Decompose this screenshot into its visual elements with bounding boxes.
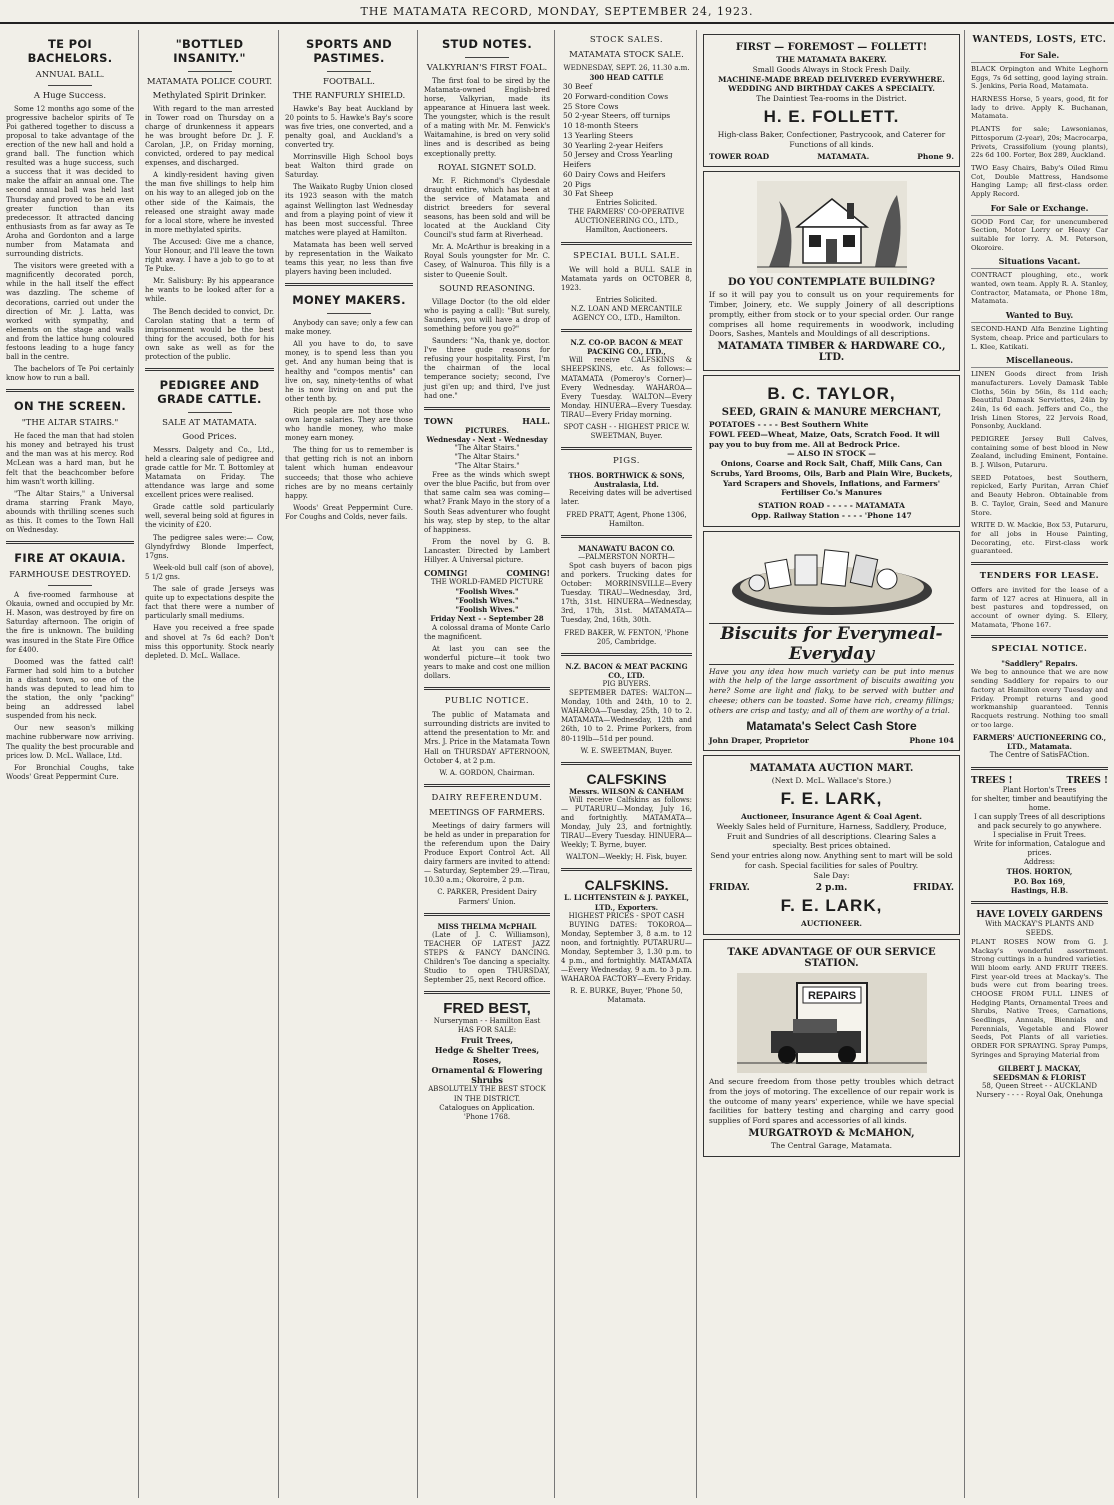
article-subhead: SOUND REASONING. (439, 283, 535, 294)
list-item: 13 Yearling Steers (563, 130, 633, 140)
ad-line: Small Goods Always in Stock Fresh Daily. (752, 64, 911, 74)
fred-best-line: Ornamental & Flowering Shrubs (431, 1065, 543, 1086)
calfskins-title: CALFSKINS. (584, 877, 669, 894)
firm-title: N.Z. BACON & MEAT PACKING CO., LTD. (565, 661, 688, 680)
paragraph: From the novel by G. B. Lancaster. Directed by Lambert Hillyer. A Universal picture. (424, 537, 550, 565)
film-title: "Foolish Wives." (455, 587, 519, 597)
paragraph: Morrinsville High School boys beat Walton third grade on Saturday. (285, 153, 413, 180)
classified-section-head: For Sale. (971, 50, 1108, 63)
firm-title: MANAWATU BACON CO. (578, 543, 675, 553)
paragraph: Anybody can save; only a few can make money. (285, 319, 413, 337)
notice-sign: W. A. GORDON, Chairman. (439, 768, 535, 777)
list-item: 20 Forward-condition Cows (563, 91, 669, 101)
list-item: 30 Fat Sheep (563, 189, 614, 199)
horton-line: THOS. HORTON, (1006, 867, 1073, 877)
ad-line: The Daintiest Tea-rooms in the District. (756, 94, 907, 103)
article-kicker: THE RANFURLY SHIELD. (292, 90, 406, 101)
notice-title: PUBLIC NOTICE. (444, 696, 530, 707)
film-title: "The Altar Stairs." (454, 452, 520, 461)
article-kicker: Methylated Spirit Drinker. (152, 90, 267, 101)
ad-name: Matamata's Select Cash Store (746, 719, 917, 734)
ad-line: MACHINE-MADE BREAD DELIVERED EVERYWHERE. (718, 74, 945, 84)
paragraph: Matamata has been well served by representation in the Waikato teams this year, no less than five players having been included. (285, 240, 413, 277)
paragraph: All you have to do, to save money, is to spend less than you get. And any human being that is healthy and "compos mentis" can live on, say, ninety-tenths of what he is now living on and put the other tenth by. (285, 340, 413, 403)
ad-address-row: John Draper, Proprietor Phone 104 (709, 736, 954, 746)
paragraph: Will receive CALFSKINS & SHEEPSKINS, etc. As follows:— MATAMATA (Pomeroy's Corner)—Every Wednesday. WAHAROA—Every Tuesday. WALTON—Every Monday. HINUERA—Every Tuesday. TIRAU—Every Friday morning. (561, 356, 692, 419)
garage-ad (703, 939, 960, 1157)
pictures-head: PICTURES. (465, 425, 509, 435)
ad-name: B. C. TAYLOR, (767, 384, 896, 403)
article-title: ON THE SCREEN. (13, 399, 127, 414)
classified-item: LINEN Goods direct from Irish manufacturers. Lovely Damask Table Cloths, 56in by 56in, 8s 11d each; Beautiful Damask Serviettes, 24in by 24in, 1s 6d each. Jeffers and Co., the Irish Linen Stores, 22 Jervois Road, Ponsonby, Auckland. (971, 370, 1108, 431)
classified-item: SECOND-HAND Alfa Benzine Lighting System, cheap. Price and particulars to L. Klee, Katikati. (971, 325, 1108, 351)
firm-sign: R. E. BURKE, Buyer, 'Phone 50, Matamata. (570, 987, 683, 1005)
ad-body: Send your entries along now. Anything sent to mart will be sold for cash. Special facilities for sales of Poultry. (710, 851, 953, 870)
gardens-line: Nursery - - - - Royal Oak, Onehunga (976, 1090, 1103, 1099)
classified-section-head: Wanted to Buy. (971, 310, 1108, 323)
paragraph: He faced the man that had stolen his money and betrayed his trust and the man was at his mercy. Rod McLean was a hard man, but he felt that the beachcomber before him wasn't worth killing. (6, 432, 134, 486)
fred-best-sub: Nurseryman - - Hamilton East (433, 1017, 541, 1026)
notice-sign: C. PARKER, President Dairy Farmers' Union. (437, 888, 537, 906)
article-subhead: ANNUAL BALL. (35, 69, 105, 80)
stock-date: WEDNESDAY, SEPT. 26, 11.30 a.m. (563, 64, 690, 72)
pictures-date: Wednesday - Next - Wednesday (426, 434, 548, 444)
stock-head: 300 HEAD CATTLE (589, 73, 664, 83)
section-title: PIGS. (612, 456, 641, 467)
paragraph: For Bronchial Coughs, take Woods' Great Peppermint Cure. (6, 763, 134, 781)
gardens-line: GILBERT J. MACKAY, (998, 1063, 1081, 1073)
list-item: 30 Yearling 2-year Heifers (563, 140, 663, 150)
ad-line: The Central Garage, Matamata. (770, 1140, 893, 1150)
column-5 (557, 30, 697, 1498)
horton-line: Write for information, Catalogue and prices. (973, 840, 1106, 858)
paragraph: Doomed was the fatted calf! Farmer had sold him to a butcher in a distant town, so one of the hands was deputed to lead him to the station, the only "packing" being an addressed label suspended from his neck. (6, 657, 134, 721)
article-title: STUD NOTES. (441, 37, 533, 51)
garage-car-illustration-icon (737, 973, 927, 1073)
paragraph: Village Doctor (to the old elder who is paying a call): "But surely, Saunders, you will have a drop of something before you go?" (424, 297, 550, 333)
horton-line: Hastings, H.B. (1010, 885, 1069, 895)
paragraph: Messrs. Dalgety and Co., Ltd., held a clearing sale of pedigree and grade cattle for Mr. T. Bottomley at Matamata on Friday. The attendance was large and some excellent prices were realised. (145, 445, 274, 500)
list-item: 10 18-month Steers (563, 121, 639, 131)
paragraph: Saunders: "Na, thank ye, doctor. I've three gude reasons for refusing your hospitality. First, I'm the chairman of the local temperance society; second, I've just gi'en up; and third, I've just had one." (424, 337, 550, 400)
paragraph: The Accused: Give me a chance, Your Honour, and I'll leave the town right away. I have a job to go to at Te Puke. (145, 237, 274, 274)
horton-line: for shelter, timber and beautifying the home. (971, 794, 1108, 812)
section-title: STOCK SALES. (589, 35, 664, 45)
firm-sign: WALTON—Weekly; H. Fisk, buyer. (565, 853, 688, 862)
ad-line: Onions, Coarse and Rock Salt, Chaff, Milk Cans, Can Scrubs, Yard Brooms, Oils, Barb and Plain Wire, Buckets, Yard Scrapers and Shovels, Inflations, and Farmers' Fertiliser Co.'s Manures (710, 459, 953, 498)
biscuits-ad (703, 531, 960, 752)
ad-headline: MATAMATA AUCTION MART. (749, 763, 914, 775)
ad-line: Opp. Railway Station - - - - 'Phone 147 (751, 510, 912, 520)
classified-item: PLANT ROSES NOW from G. J. Mackay's wonderful assortment. Strong cuttings in a hundred varieties. Will bloom early. AND FRUIT TREES. First year-old trees at Mackay's. The buds were cut from bearing trees. CHOOSE FROM FULL LINES of Hedging Plants, Ornamental Trees and Shrubs, Native Trees, Carnations, Seedlings, Annuals, Biennials and Perennials, Vegetable and Flower Seeds, Pot Plants of all varieties. ORDER FOR SPRAYING. Spray Pumps, Syringes and Spraying Material from (971, 937, 1108, 1059)
paragraph: BUYING DATES: TOKOROA—Monday, September 3, 8 a.m. to 12 noon, and fortnightly. PUTARURU—Monday, September 3, 1.30 p.m. to 4 p.m., and fortnightly. MATAMATA—Every Wednesday, 9 a.m. to 3 p.m. WAHAROA FACTORY—Every Friday. (561, 920, 692, 984)
horton-line: I can supply Trees of all descriptions and pack securely to go anywhere. (974, 812, 1105, 830)
stock-list (561, 82, 692, 199)
column-4 (420, 30, 555, 1498)
paragraph: Have you received a free spade and shovel at 7s 6d each? Don't miss this opportunity. Stock nearly depleted. D. McL. Wallace. (145, 624, 274, 660)
ad-name: MURGATROYD & McMAHON, (748, 1127, 915, 1139)
horton-line: Address: (1023, 858, 1056, 867)
firm-title: Messrs. WILSON & CANHAM (569, 786, 684, 796)
feature-head: THE WORLD-FAMED PICTURE (430, 578, 544, 587)
firm-sign: FRED PRATT, Agent, Phone 1306, Hamilton. (566, 510, 687, 528)
ad-line: POTATOES - - - - Best Southern White (709, 420, 869, 429)
ad-body: And secure freedom from those petty troubles which detract from the joys of motoring. The excellence of our repair work is the outcome of many years' experience, while we have special facilities for battery testing and charging and carry good supplies of Ford spares and accessories of all kinds. (709, 1077, 954, 1125)
article-subhead: MATAMATA POLICE COURT. (146, 76, 273, 87)
firm-title: L. LICHTENSTEIN & J. PAYKEL, LTD., Exporters. (564, 893, 689, 912)
ad-line: FIRST — FOREMOST — FOLLETT! (735, 42, 928, 53)
paragraph: Grade cattle sold particularly well, several being sold at figures in the vicinity of £20. (145, 503, 274, 530)
follett-bakery-ad (703, 34, 960, 167)
article-title: FIRE AT OKAUIA. (14, 551, 126, 566)
paragraph: Spot cash buyers of bacon pigs and porkers. Trucking dates for October: MORRINSVILLE—Every Tuesday. TIRAU—Wednesday, 3rd, 17th, 31st. HINUERA—Wednesday, 3rd, 17th, 31st. MATAMATA—Tuesday, 2nd, 16th, 30th. (561, 561, 692, 625)
trees-head: TREES ! TREES ! (971, 775, 1108, 786)
ad-body: Weekly Sales held of Furniture, Harness, Saddlery, Produce, Fruit and Sundries of all descriptions. Clearing Sales a specialty. Best prices obtained. (716, 821, 947, 851)
ad-headline: DO YOU CONTEMPLATE BUILDING? (728, 277, 935, 289)
firm-line: N.Z. LOAN AND MERCANTILE AGENCY CO., LTD., Hamilton. (570, 304, 683, 323)
ad-body: If so it will pay you to consult us on your requirements for Timber, Joinery, etc. We supply Joinery of all descriptions promptly, either from stock or to your special order. Our range comprises all home requirements in woodwork, including Doors, Sashes, Mantels and Mouldings of all descriptions. (709, 290, 954, 339)
classified-item: CONTRACT ploughing, etc., work wanted, own team. Apply R. A. Stanley, Contractor, Matamata, or Phone 18m, Matamata. (971, 271, 1108, 306)
fred-best-line: HAS FOR SALE: (457, 1026, 517, 1035)
paragraph: A kindly-resident having given the man five shillings to help him on his way to an alleged job on the other side of the Kaimais, the released one straight away made for a local store, where he invested in more methylated spirits. (145, 171, 274, 234)
ad-line: WEDDING AND BIRTHDAY CAKES A SPECIALTY. (728, 84, 935, 94)
classified-item: WRITE D. W. Mackie, Box 53, Putaruru, for all jobs in House Painting, Decorating, etc. First-class work guaranteed. (971, 521, 1108, 556)
paragraph: A five-roomed farmhouse at Okauia, owned and occupied by Mr. H. Mason, was destroyed by fire on Saturday afternoon. The origin of the fire is unknown. The building was insured in the State Fire Office for £400. (6, 591, 134, 654)
firm-sub: PIG BUYERS. (602, 679, 651, 688)
list-item: 30 Beef (563, 82, 593, 92)
ad-line: THE MATAMATA BAKERY. (776, 55, 887, 64)
paragraph: The thing for us to remember is that getting rich is not an inborn talent which human endeavour succeeds; that those who achieve riches are by no means certainly happy. (285, 446, 413, 500)
paragraph: The visitors were greeted with a magnificently decorated porch, while in the hall itself the effect was dazzling. The scheme of decorations, carried out under the direction of Mr. J. Latta, was worked with sympathy, and elements on the stage and walls and from the lattice hung coloured festoons leading to a huge fancy ball in the centre. (6, 262, 134, 362)
taylor-seed-ad (703, 375, 960, 527)
paragraph: The first foal to be sired by the Matamata-owned English-bred horse, Valkyrian, made its appearance at Hinuera last week. The youngster, which is the result of a mating with Mr. M. Fenwick's Waitamahine, is bred on very solid lines and is described as being exceptionally pretty. (424, 76, 550, 158)
paragraph: The bachelors of Te Poi certainly know how to run a ball. (6, 365, 134, 383)
ad-line: STATION ROAD - - - - - MATAMATA (758, 501, 905, 510)
firm-sign: FRED BAKER, W. FENTON, 'Phone 205, Cambridge. (564, 628, 689, 646)
classified-item: PLANTS for sale; Lawsonianas, Pittosporum (2-year), 20s; Macrocarpa, Privets, Crassifolium (young plants), 22s 6d 100. Forter, Box 289, Auckland. (971, 125, 1108, 160)
horton-line: I specialise in Fruit Trees. (992, 831, 1087, 840)
classified-item: Offers are invited for the lease of a farm of 127 acres at Hinuera, all in best pastures and topdressed, on account of owner dying. S. Ellery, Matamata, 'Phone 167. (971, 585, 1108, 629)
gardens-title: HAVE LOVELY GARDENS (976, 909, 1103, 920)
paragraph: At last you can see the wonderful picture—it took two years to make and cost one million dollars. (424, 644, 550, 681)
pictures-date: Friday Next - - September 28 (430, 614, 544, 624)
column-6-ads (699, 30, 965, 1498)
film-title: "The Altar Stairs." (454, 462, 520, 471)
paragraph: Our new season's milking machine rubberware now arriving. The quality the best procurable and prices low. D. McL. Wallace, Ltd. (6, 724, 134, 760)
classified-item: HARNESS Horse, 5 years, good, fit for lady to drive. Apply K. Buchanan, Matamata. (971, 95, 1108, 121)
gardens-line: 58, Queen Street - - AUCKLAND (981, 1081, 1098, 1090)
list-item: 50 2-year Steers, off turnips (563, 111, 671, 121)
column-2 (141, 30, 279, 1498)
paragraph: Receiving dates will be advertised later. (561, 489, 692, 507)
sale-day-row: FRIDAY. 2 p.m. FRIDAY. (709, 883, 954, 894)
entries-line: Entries Solicited. (595, 199, 658, 208)
article-title: "BOTTLED INSANITY." (173, 37, 246, 65)
film-title: "Foolish Wives." (455, 605, 519, 615)
fred-best-line: Catalogues on Application. (439, 1103, 535, 1112)
film-title: "The Altar Stairs." (454, 443, 520, 452)
gardens-sub: With MACKAY'S PLANTS AND SEEDS. (985, 919, 1094, 937)
article-title: PEDIGREE AND GRADE CATTLE. (157, 378, 262, 406)
ad-address-row: TOWER ROAD MATAMATA. Phone 9. (709, 152, 954, 162)
calfskins-title: CALFSKINS (586, 770, 667, 787)
ad-line: (Next D. McL. Wallace's Store.) (771, 776, 892, 786)
ad-name: F. E. LARK, (780, 789, 883, 808)
article-subhead: VALKYRIAN'S FIRST FOAL. (426, 62, 548, 73)
classified-item: PEDIGREE Jersey Bull Calves, containing some of best blood in New Zealand, including Eminent, Fontaine. B. J. Wilson, Putaruru. (971, 435, 1108, 470)
fred-best-line: Hedge & Shelter Trees, Roses, (434, 1045, 540, 1066)
list-item: 50 Jersey and Cross Yearling Heifers (563, 150, 673, 170)
paragraph: Woods' Great Peppermint Cure. For Coughs and Colds, never fails. (285, 503, 413, 521)
paragraph: Free as the winds which swept over the blue Pacific, but from over that same calm sea was coming—what? Frank Mayo in the story of a South Seas adventurer who fought his way, step by step, to the altar of happiness. (424, 471, 550, 534)
lark-auction-ad (703, 755, 960, 935)
pictures-hall-line: TOWN HALL. (424, 415, 550, 426)
repairs-sign-text: REPAIRS (807, 990, 856, 1002)
paragraph: Rich people are not those who own large salaries. They are those who handle money, who make money earn money. (285, 406, 413, 443)
article-kicker: Good Prices. (182, 431, 237, 442)
ad-line: SEED, GRAIN & MANURE MERCHANT, (721, 407, 942, 418)
firm-title: N.Z. CO-OP. BACON & MEAT PACKING CO., LTD., (570, 338, 683, 357)
paragraph: A colossal drama of Monte Carlo the magnificent. (424, 623, 550, 641)
paragraph: The Waikato Rugby Union closed its 1923 season with the match against Wellington last Wednesday and from a playing point of view it has been most successful. Three matches were played at Hamilton. (285, 183, 413, 237)
firm-sub: —PALMERSTON NORTH— (578, 552, 675, 561)
masthead: THE MATAMATA RECORD, MONDAY, SEPTEMBER 24, 1923. (0, 0, 1114, 24)
classified-item: TWO Easy Chairs, Baby's Oiled Rimu Cot, Double Mattress, Handsome Hanging Lamp; all first-class order. Apply Record. (971, 163, 1108, 198)
paragraph: Mr. A. McArthur is breaking in a Royal Souls youngster for Mr. C. Casey, of Walnuroa. This filly is a sister to Queenie Soult. (424, 243, 550, 279)
gardens-line: SEEDSMAN & FLORIST (993, 1072, 1086, 1082)
fred-best-phone: 'Phone 1768. (463, 1112, 511, 1121)
section-title: SPECIAL BULL SALE. (573, 250, 680, 261)
classified-item: SEED Potatoes, best Southern, repicked, Early Puritan, Arran Chief and Beauty Hebron. Obtainable from B. C. Taylor, Grain, Seed and Manure Store. (971, 473, 1108, 517)
fred-best-line: ABSOLUTELY THE BEST STOCK IN THE DISTRICT. (428, 1085, 546, 1103)
firm-sign: W. E. SWEETMAN, Buyer. (580, 746, 673, 755)
ad-headline: TAKE ADVANTAGE OF OUR SERVICE STATION. (727, 947, 936, 969)
fred-best-line: Fruit Trees, (460, 1035, 514, 1046)
timber-hardware-ad (703, 171, 960, 371)
special-title: SPECIAL NOTICE. (991, 644, 1088, 655)
classified-section-head: Miscellaneous. (971, 355, 1108, 368)
article-subhead: FOOTBALL. (323, 76, 375, 87)
article-subhead: "THE ALTAR STAIRS." (21, 418, 119, 429)
column-7-classifieds (967, 30, 1112, 1498)
paragraph: Mr. F. Richmond's Clydesdale draught entire, which has been at the service of Matamata and district breeders for several seasons, has been sold and will be located at the Auckland City Council's stud farm at Riverhead. (424, 176, 550, 240)
article-subhead: MEETINGS OF FARMERS. (429, 807, 545, 818)
article-title: SPORTS AND PASTIMES. (305, 37, 393, 65)
paragraph: With regard to the man arrested in Tower road on Thursday on a charge of drunkenness it appears he was brought before Dr. J. F. Carolan, J.P., on Friday morning, convicted, ordered to pay medical expenses, and discharged. (145, 104, 274, 168)
classifieds-title: WANTEDS, LOSTS, ETC. (972, 35, 1107, 45)
article-title: MONEY MAKERS. (292, 293, 406, 308)
paragraph: The sale of grade Jerseys was quite up to expectations despite the fact that there were a number of particularly small mediums. (145, 585, 274, 621)
ad-line: AUCTIONEER. (800, 919, 863, 929)
list-item: 20 Pigs (563, 179, 592, 189)
coming-line: COMING! COMING! (424, 568, 550, 579)
firm-sign: SPOT CASH - - HIGHEST PRICE W. SWEETMAN, Buyer. (563, 422, 690, 441)
paragraph: Some 12 months ago some of the progressive bachelor spirits of Te Poi gathered together to discuss a proposal to take advantage of the erection of the new hall and hold a grand ball. The function which resulted was a huge success, such a success that it was decided to make the affair an annual one. The second annual ball was held last Thursday and proved to be an even greater function than its predecessor. It attracted dancing enthusiasts from as far away as Te Aroha and Gordonton and a large number from Matamata and surrounding districts. (6, 104, 134, 259)
classified-section-head: Situations Vacant. (971, 256, 1108, 269)
notice-title: DAIRY REFERENDUM. (431, 792, 543, 803)
list-item: 60 Dairy Cows and Heifers (563, 169, 666, 179)
ad-body: Have you any idea how much variety can be put into menus with the help of the large assortment of biscuits awaiting you here? Some are light and flaky, to be served with butter and cheese; others can be toasted. Some have rich, creamy fillings; others are crisp and tasty; and all of them are worthy of a trial. (709, 666, 954, 715)
biscuit-tray-illustration-icon (727, 541, 937, 619)
paragraph: The Bench decided to convict, Dr. Carolan stating that a term of imprisonment would be the best thing for the accused, both for his own sake as well as for the protection of the public. (145, 307, 274, 362)
ad-name: F. E. LARK, (780, 896, 883, 916)
article-kicker: A Huge Success. (33, 90, 107, 101)
ad-line: — ALSO IN STOCK — (787, 449, 876, 459)
column-3 (281, 30, 418, 1498)
list-item: 25 Store Cows (563, 101, 619, 111)
firm-line: THE FARMERS' CO-OPERATIVE AUCTIONEERING CO., LTD., Hamilton, Auctioneers. (568, 208, 685, 235)
paragraph: "The Altar Stairs," a Universal drama starring Frank Mayo, abounds with thrilling scenes such as this. It comes to the Town Hall on Wednesday. (6, 489, 134, 535)
article-title: TE POI BACHELORS. (27, 37, 113, 65)
ad-line: High-class Baker, Confectioner, Pastrycook, and Caterer for Functions of all kinds. (717, 129, 946, 149)
classified-item: GOOD Ford Car, for unencumbered Section, Motor Lorry or Heavy Car suitable for lorry. A. M. Peterson, Okoroire. (971, 217, 1108, 252)
paragraph: (Late of J. C. Williamson), TEACHER OF LATEST JAZZ STEPS & FANCY DANCING. Children's Toe dancing a specialty. Studio to open THURSDAY, September 25, next Record office. (424, 930, 550, 985)
firm-title: THOS. BORTHWICK & SONS, Australasia, Ltd. (568, 471, 685, 490)
fred-best-title: FRED BEST, (443, 1000, 531, 1018)
article-subhead: FARMHOUSE DESTROYED. (9, 570, 131, 581)
special-sub: "Saddlery" Repairs. (1001, 659, 1078, 669)
classified-item: BLACK Orpington and White Leghorn Eggs, 7s 6d setting, good laying strain. S. Jenkins, Peria Road, Matamata. (971, 65, 1108, 91)
paragraph: We will hold a BULL SALE in Matamata yards on OCTOBER 8, 1923. (561, 265, 692, 292)
horton-line: P.O. Box 169, (1013, 876, 1066, 886)
dance-title: MISS THELMA McPHAIL (437, 921, 537, 931)
tender-title: TENDERS FOR LEASE. (979, 570, 1100, 581)
ad-line: Auctioneer, Insurance Agent & Coal Agent. (740, 812, 923, 821)
ad-line: Sale Day: (813, 870, 850, 880)
entries-line: Entries Solicited. (595, 295, 658, 304)
paragraph: Week-old bull calf (son of above), 5 1/2 gns. (145, 563, 274, 581)
film-title: "Foolish Wives." (455, 596, 519, 606)
ad-name: H. E. FOLLETT. (763, 106, 900, 126)
ad-line: FOWL FEED—Wheat, Maize, Oats, Scratch Food. It will pay you to buy from me. All at Bedrock Price. (709, 429, 940, 449)
house-illustration-icon (757, 181, 907, 273)
classified-section-head: For Sale or Exchange. (971, 203, 1108, 216)
firm-sub: The Centre of SatisFACtion. (989, 751, 1090, 760)
paragraph: The pedigree sales were:— Cow, Glyndyfrdwy Blonde Imperfect, 17gns. (145, 533, 274, 560)
horton-line: Plant Horton's Trees (1002, 785, 1077, 794)
paragraph: Mr. Salisbury: By his appearance he wants to be looked after for a while. (145, 277, 274, 304)
stock-sub: MATAMATA STOCK SALE. (569, 50, 684, 60)
paragraph: Hawke's Bay beat Auckland by 20 points to 5. Hawke's Bay's score was five tries, one converted, and a penalty goal, and Auckland's a converted try. (285, 104, 413, 149)
ad-name: MATAMATA TIMBER & HARDWARE CO., LTD. (717, 341, 946, 363)
article-subhead: SALE AT MATAMATA. (162, 417, 257, 428)
paragraph: SEPTEMBER DATES: WALTON—Monday, 10th and 24th, 10 to 2. WAHAROA—Tuesday, 25th, 10 to 2. MATAMATA—Wednesday, 12th and 26th, 10 to 2. Prime Porkers, from 80-119lb—51d per pound. (561, 689, 692, 743)
firm-title: FARMERS' AUCTIONEERING CO., LTD., Matamata. (972, 733, 1107, 752)
article-subhead: ROYAL SIGNET SOLD. (437, 162, 537, 173)
ad-headline: Biscuits for Everymeal-Everyday (709, 623, 954, 665)
column-1 (2, 30, 139, 1498)
paragraph: Will receive Calfskins as follows:— PUTARURU—Monday, July 16, and fortnightly. MATAMATA—Monday, July 23, and fortnightly. TIRAU—Every Tuesday. HINUERA—Weekly; T. Byrne, buyer. (561, 795, 692, 850)
paragraph: Meetings of dairy farmers will be held as under in preparation for the referendum upon the Dairy Produce Export Control Act. All dairy farmers are invited to attend:— Saturday, September 29.—Tirau, 10.30 a.m.; Okoroire, 2 p.m. (424, 821, 550, 885)
paragraph: The public of Matamata and surrounding districts are invited to attend the presentation to Mr. and Mrs. J. Price in the Matamata Town Hall on THURSDAY AFTERNOON, October 4, at 2 p.m. (424, 711, 550, 765)
classified-item: We beg to announce that we are now sending Saddlery for repairs to our factory at Hamilton every Tuesday and Friday. Prompt returns and good workmanship guaranteed. Tennis Racquets restrung. Nothing too small or too large. (971, 668, 1108, 729)
price-line: HIGHEST PRICES - SPOT CASH (568, 911, 685, 920)
